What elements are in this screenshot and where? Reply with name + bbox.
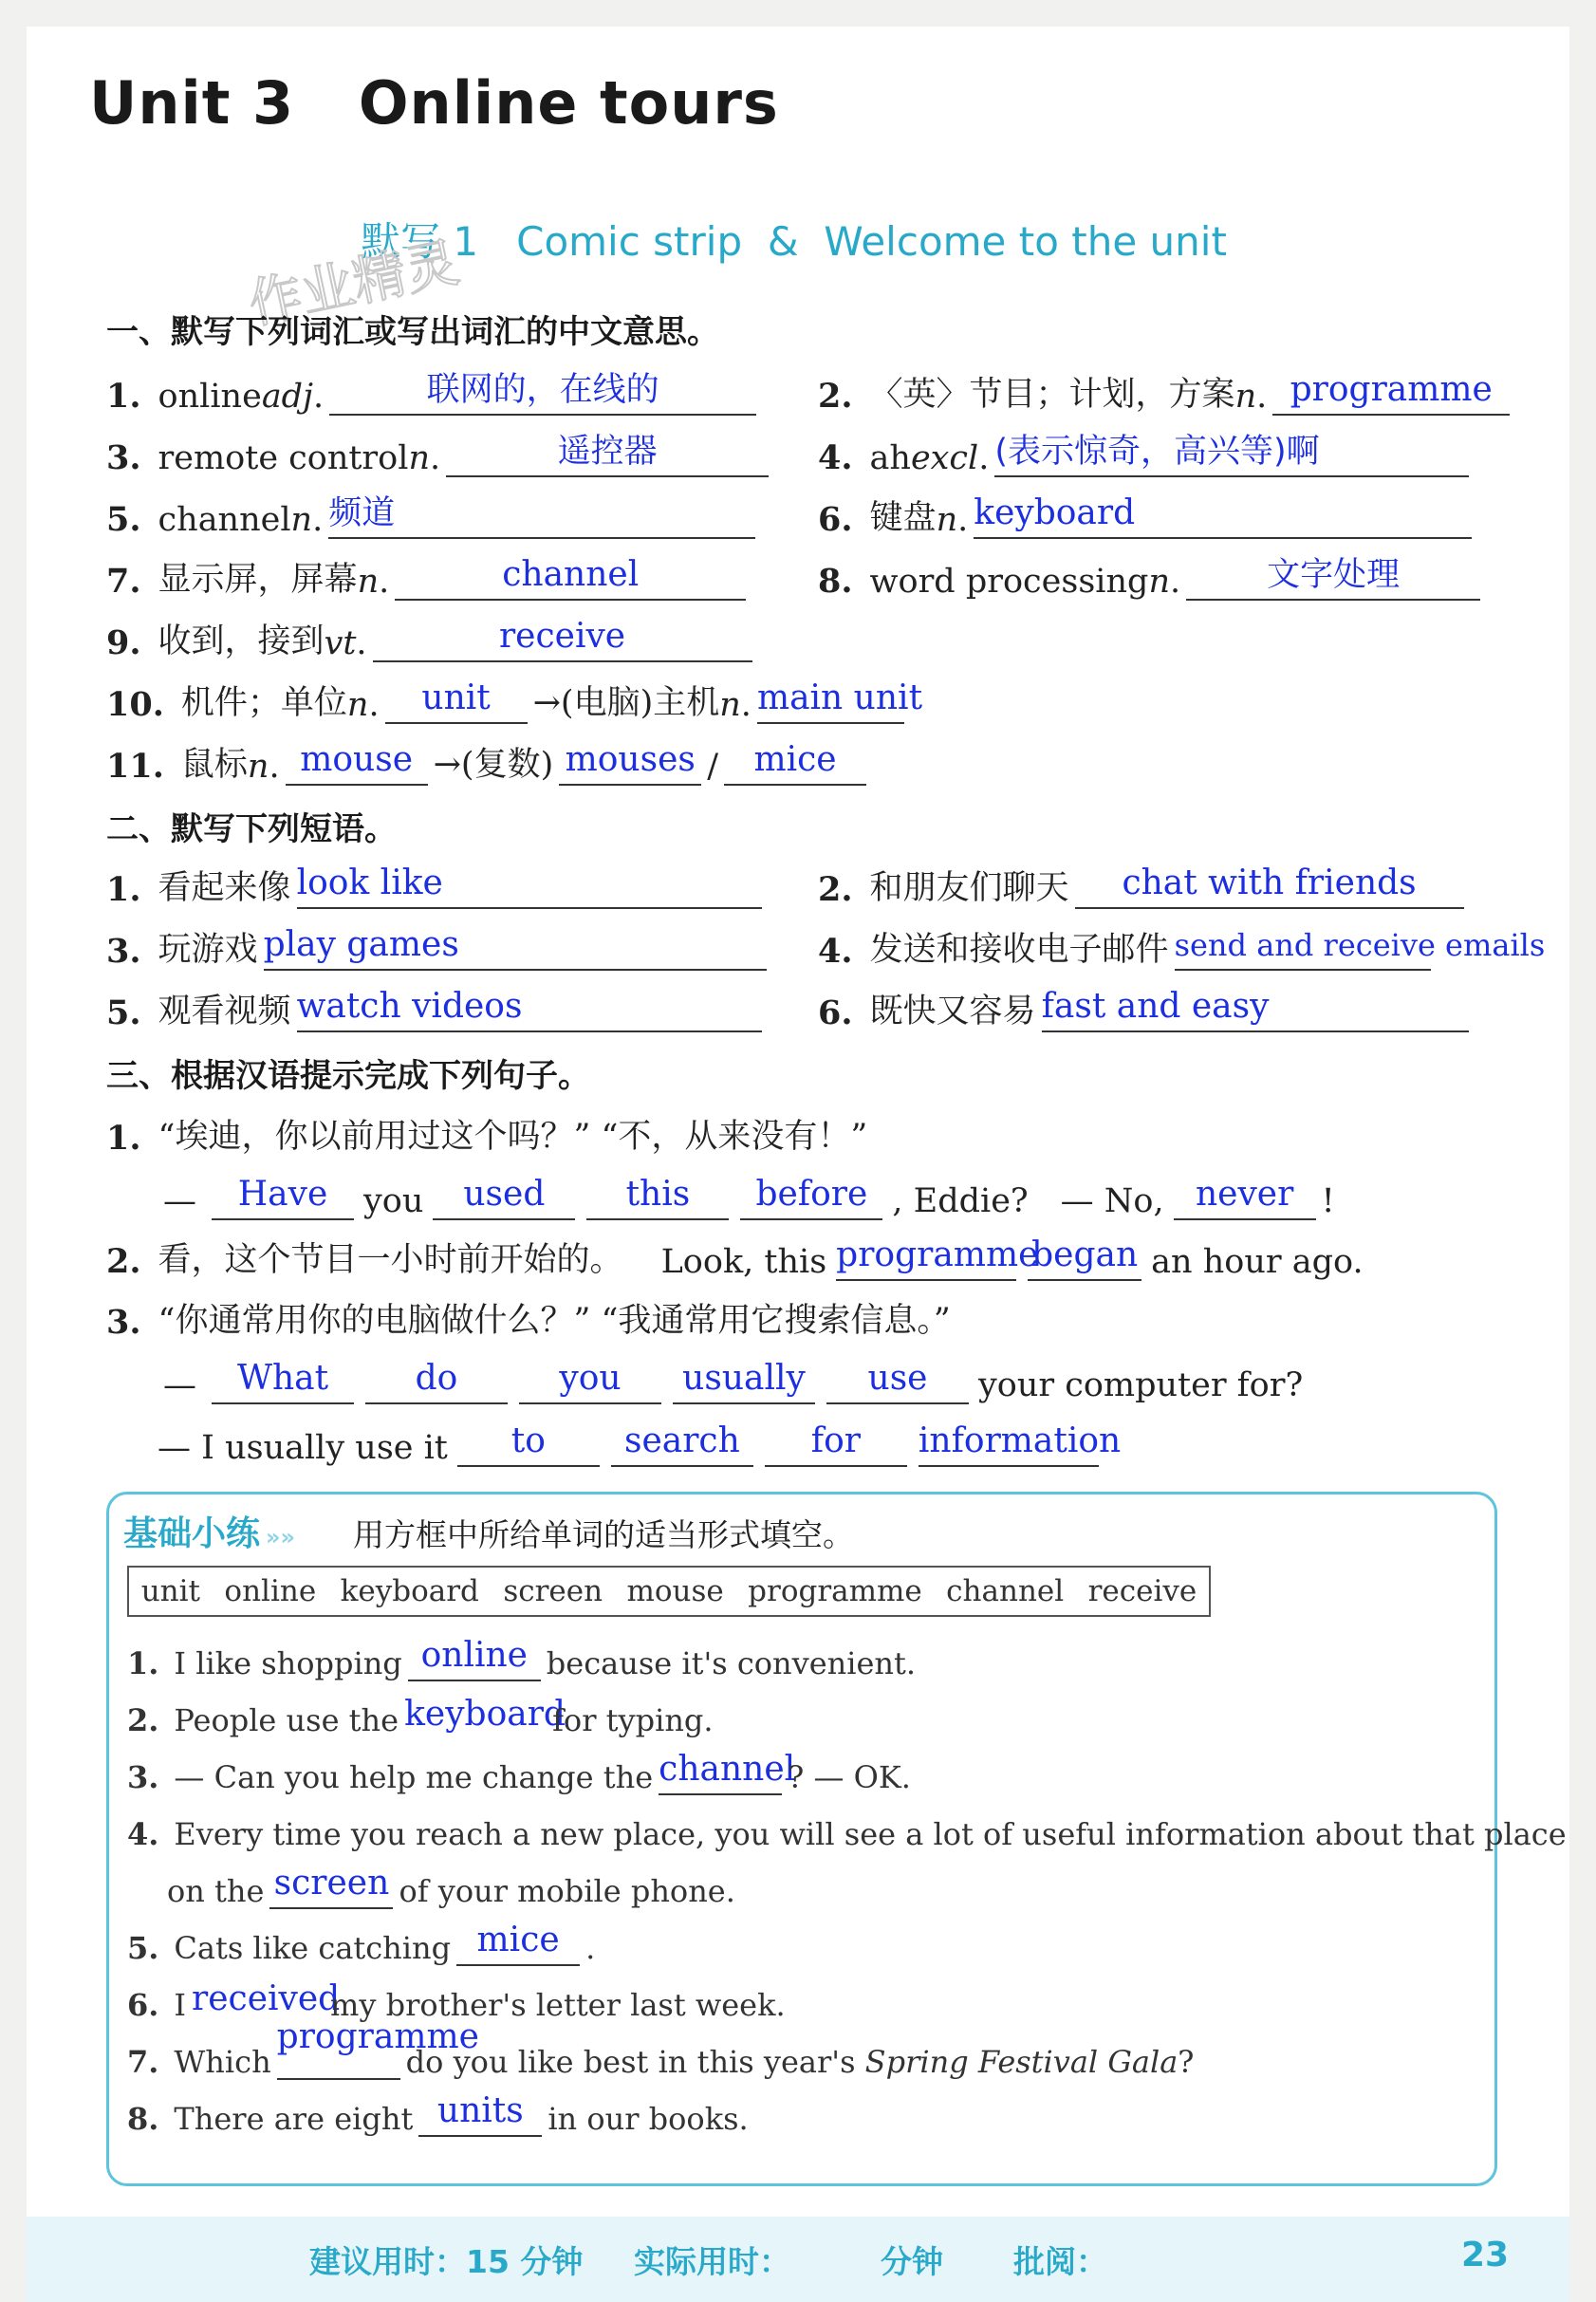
item-number: 9.	[106, 623, 141, 662]
answer-field[interactable]: received	[192, 1979, 341, 2018]
sentence-text: Cats like catching	[174, 1930, 452, 1966]
sentence-text: .	[585, 1930, 596, 1966]
sentence-text: There are eight	[174, 2101, 414, 2137]
part-of-speech: n	[346, 686, 369, 724]
sentence-text: ?	[1178, 2044, 1195, 2080]
chinese-prompt: “你通常用你的电脑做什么？” “我通常用它搜索信息。”	[158, 1302, 951, 1340]
part-of-speech: n	[290, 501, 313, 539]
item-prompt: 观看视频	[158, 993, 291, 1030]
item-sep: .	[740, 686, 752, 724]
practice-q4-line2	[167, 1856, 735, 1909]
sentence-text: because it's convenient.	[546, 1645, 917, 1681]
actual-time-label: 实际用时：	[634, 2243, 790, 2280]
answer-field[interactable]: mice	[724, 738, 866, 786]
answer-field[interactable]: channel	[395, 553, 746, 601]
page-number: 23	[1461, 2236, 1510, 2274]
answer-field[interactable]: screen	[269, 1862, 393, 1909]
answer-field[interactable]: programme	[836, 1234, 1016, 1281]
word-bank-item: programme	[748, 1574, 922, 1608]
answer-field[interactable]: mouses	[559, 738, 701, 786]
answer-field[interactable]: main unit	[757, 677, 904, 724]
answer-field[interactable]: search	[611, 1420, 753, 1467]
answer-field[interactable]: for	[765, 1420, 907, 1467]
p1-item-11	[106, 729, 872, 786]
item-prompt: ah	[869, 439, 911, 477]
sentence-text: my brother's letter last week.	[330, 1987, 786, 2023]
answer-field[interactable]: play games	[264, 923, 767, 971]
answer-field[interactable]: units	[418, 2089, 542, 2137]
item-number: 2.	[818, 377, 853, 416]
item-number: 5.	[106, 993, 141, 1032]
section-title: 默写 1 Comic strip & Welcome to the unit	[361, 218, 1227, 265]
answer-field[interactable]: (表示惊奇，高兴等)啊	[994, 430, 1469, 477]
dialog-dash: —	[163, 1366, 196, 1404]
answer-field[interactable]: watch videos	[297, 985, 762, 1032]
practice-instruction: 用方框中所给单词的适当形式填空。	[353, 1516, 854, 1553]
item-sep: .	[1169, 563, 1181, 601]
minutes-label: 分钟	[881, 2243, 943, 2280]
item-prompt: channel	[158, 501, 291, 539]
answer-field[interactable]: do	[365, 1357, 508, 1404]
p2-item-3	[106, 914, 772, 971]
item-number: 5.	[127, 1930, 159, 1966]
p3-s3-english-1	[154, 1347, 1307, 1404]
word-bank-item: channel	[946, 1574, 1065, 1608]
practice-q2	[127, 1685, 714, 1738]
p3-s3-english-2	[154, 1410, 1122, 1467]
answer-field[interactable]: keyboard	[404, 1695, 566, 1734]
sentence-text: I like shopping	[174, 1645, 402, 1681]
p2-item-1	[106, 852, 768, 909]
answer-field[interactable]: began	[1028, 1234, 1141, 1281]
double-chevron-icon: »»	[266, 1524, 296, 1550]
answer-field[interactable]: 文字处理	[1186, 553, 1480, 601]
part-of-speech: n	[408, 439, 430, 477]
part3-heading: 三、根据汉语提示完成下列句子。	[106, 1057, 590, 1095]
item-number: 1.	[106, 870, 141, 909]
item-number: 5.	[106, 500, 141, 539]
item-number: 10.	[106, 685, 164, 724]
answer-field[interactable]: online	[408, 1634, 541, 1681]
item-number: 4.	[818, 932, 853, 971]
item-number: 3.	[106, 438, 141, 477]
p1-item-10	[106, 667, 923, 724]
word-bank-item: online	[224, 1574, 317, 1608]
answer-field[interactable]: you	[519, 1357, 661, 1404]
word-bank	[127, 1566, 1211, 1617]
sentence-text: in our books.	[547, 2101, 749, 2137]
item-number: 1.	[127, 1645, 159, 1681]
p2-item-6	[818, 975, 1475, 1032]
sentence-text: Which	[174, 2044, 271, 2080]
footer-band	[27, 2217, 1569, 2302]
item-prompt: 既快又容易	[869, 993, 1036, 1030]
watermark-logo: 作业精灵	[243, 232, 465, 337]
p2-item-4	[818, 914, 1546, 971]
p1-item-7	[106, 544, 752, 601]
item-prompt: 看起来像	[158, 869, 291, 907]
sentence-text: an hour ago.	[1151, 1243, 1364, 1281]
answer-field[interactable]: programme	[277, 2033, 400, 2080]
item-number: 6.	[818, 993, 853, 1032]
answer-field[interactable]: before	[740, 1173, 882, 1220]
sentence-text: you	[363, 1182, 424, 1220]
practice-q4-line1	[127, 1799, 1567, 1852]
sentence-text: People use the	[174, 1702, 399, 1738]
word-bank-item: screen	[503, 1574, 603, 1608]
sentence-text: !	[1321, 1182, 1335, 1220]
p3-s2	[106, 1224, 1367, 1281]
sentence-text: do you like best in this year's	[405, 2044, 856, 2080]
answer-field[interactable]: information	[919, 1420, 1099, 1467]
dialog-dash: —	[163, 1182, 196, 1220]
sentence-text: — No,	[1060, 1182, 1164, 1220]
answer-field[interactable]: usually	[673, 1357, 815, 1404]
p1-item-2	[818, 359, 1515, 416]
item-number: 4.	[127, 1816, 159, 1852]
item-prompt: 机件；单位	[180, 684, 347, 722]
item-number: 2.	[127, 1702, 159, 1738]
suggested-time: 建议用时：15 分钟	[309, 2243, 584, 2280]
answer-field[interactable]: mouse	[286, 738, 428, 786]
part-of-speech: adj	[261, 378, 313, 416]
practice-title: 基础小练	[123, 1514, 261, 1553]
item-number: 2.	[818, 870, 853, 909]
answer-field[interactable]: this	[586, 1173, 729, 1220]
p1-item-4	[818, 420, 1475, 477]
item-number: 7.	[127, 2044, 159, 2080]
item-prompt: 收到，接到	[158, 622, 325, 660]
item-prompt: word processing	[869, 563, 1149, 601]
sentence-text: for typing.	[552, 1702, 714, 1738]
review-label: 批阅：	[1013, 2243, 1107, 2280]
answer-field[interactable]: use	[826, 1357, 969, 1404]
item-number: 7.	[106, 562, 141, 601]
slash: /	[707, 748, 719, 786]
word-bank-item: unit	[140, 1574, 201, 1608]
p1-item-5	[106, 482, 761, 539]
practice-q3	[127, 1742, 911, 1795]
answer-field[interactable]: unit	[385, 677, 528, 724]
word-bank-item: keyboard	[340, 1574, 479, 1608]
answer-field[interactable]: fast and easy	[1042, 985, 1469, 1032]
item-number: 2.	[106, 1242, 141, 1281]
answer-field[interactable]: 频道	[328, 492, 755, 539]
item-prompt: 〈英〉节目；计划，方案	[869, 376, 1235, 414]
item-sep: .	[356, 624, 367, 662]
item-sep: .	[978, 439, 990, 477]
practice-q1	[127, 1628, 916, 1681]
part-of-speech: n	[1148, 563, 1170, 601]
item-number: 6.	[127, 1987, 159, 2023]
part-of-speech: vt	[324, 624, 357, 662]
part1-heading: 一、默写下列词汇或写出词汇的中文意思。	[106, 313, 719, 351]
item-prompt: remote control	[158, 439, 409, 477]
unit-title: Unit 3 Online tours	[89, 68, 779, 138]
part-of-speech: excl	[910, 439, 979, 477]
practice-q8	[127, 2084, 749, 2137]
item-sep: .	[379, 563, 390, 601]
item-prompt: 玩游戏	[158, 931, 258, 969]
answer-field[interactable]: mice	[456, 1919, 580, 1966]
item-number: 8.	[127, 2101, 159, 2137]
p1-item-6	[818, 482, 1477, 539]
item-prompt: online	[158, 378, 262, 416]
item-prompt: 鼠标	[180, 746, 248, 784]
sentence-text: Every time you reach a new place, you will see a lot of useful information about that place	[174, 1816, 1567, 1852]
answer-field[interactable]: look like	[297, 862, 762, 909]
part-of-speech: n	[247, 748, 269, 786]
answer-field[interactable]: to	[457, 1420, 600, 1467]
p1-item-3	[106, 420, 774, 477]
answer-field[interactable]: Have	[212, 1173, 354, 1220]
item-number: 8.	[818, 562, 853, 601]
answer-field[interactable]: used	[433, 1173, 575, 1220]
part-of-speech: n	[1234, 378, 1257, 416]
practice-q5	[127, 1913, 595, 1966]
plural-label: →(复数)	[433, 746, 554, 784]
chinese-prompt: 看，这个节目一小时前开始的。	[158, 1241, 623, 1279]
sentence-text: of your mobile phone.	[399, 1873, 735, 1909]
item-prompt: 和朋友们聊天	[869, 869, 1069, 907]
part-of-speech: n	[719, 686, 741, 724]
answer-field[interactable]: receive	[373, 615, 752, 662]
answer-field[interactable]: send and receive emails	[1175, 923, 1431, 971]
p2-item-5	[106, 975, 768, 1032]
answer-field[interactable]: 遥控器	[446, 430, 769, 477]
sentence-text: on the	[167, 1873, 265, 1909]
practice-q7	[127, 2017, 1195, 2080]
answer-field[interactable]: chat with friends	[1075, 862, 1464, 909]
p2-item-2	[818, 852, 1470, 909]
p1-item-1	[106, 359, 762, 416]
sentence-text: — I usually use it	[158, 1429, 448, 1467]
item-sep: .	[269, 748, 280, 786]
p1-item-8	[818, 544, 1486, 601]
sentence-text: , Eddie?	[892, 1182, 1029, 1220]
practice-q6	[127, 1970, 786, 2023]
item-prompt: 键盘	[869, 499, 937, 537]
item-number: 3.	[106, 1303, 141, 1342]
item-prompt: 发送和接收电子邮件	[869, 931, 1169, 969]
item-number: 11.	[106, 747, 164, 786]
item-sep: .	[312, 378, 325, 416]
item-sep: .	[429, 439, 441, 477]
sentence-text: ? — OK.	[788, 1759, 911, 1795]
sentence-text: — Can you help me change the	[174, 1759, 654, 1795]
item-number: 1.	[106, 377, 141, 416]
part2-heading: 二、默写下列短语。	[106, 810, 397, 848]
sentence-text: Look, this	[660, 1243, 827, 1281]
item-prompt: 显示屏，屏幕	[158, 561, 358, 599]
part-of-speech: n	[936, 501, 958, 539]
sentence-italic: Spring Festival Gala	[864, 2044, 1178, 2080]
answer-field[interactable]: keyboard	[974, 492, 1472, 539]
item-number: 4.	[818, 438, 853, 477]
practice-label	[123, 1507, 295, 1555]
part-of-speech: n	[357, 563, 380, 601]
item-sep: .	[1256, 378, 1268, 416]
item-sep: .	[368, 686, 380, 724]
answer-field[interactable]: channel	[659, 1748, 782, 1795]
p3-s1-chinese	[106, 1101, 867, 1158]
item-sep: .	[957, 501, 969, 539]
item-number: 6.	[818, 500, 853, 539]
derived-form-label: →(电脑)主机	[532, 684, 720, 722]
word-bank-item: receive	[1087, 1574, 1197, 1608]
item-number: 3.	[106, 932, 141, 971]
item-number: 3.	[127, 1759, 159, 1795]
p3-s1-english	[154, 1163, 1335, 1220]
answer-field[interactable]: programme	[1272, 368, 1510, 416]
p1-item-9	[106, 605, 758, 662]
sentence-text: I	[174, 1987, 187, 2023]
sentence-text: your computer for?	[978, 1366, 1304, 1404]
item-number: 1.	[106, 1119, 141, 1158]
p3-s3-chinese	[106, 1285, 951, 1342]
answer-field[interactable]: 联网的，在线的	[329, 368, 756, 416]
answer-field[interactable]: What	[212, 1357, 354, 1404]
chinese-prompt: “埃迪，你以前用过这个吗？” “不，从来没有！”	[158, 1118, 868, 1156]
word-bank-item: mouse	[626, 1574, 724, 1608]
answer-field[interactable]: never	[1174, 1173, 1316, 1220]
item-sep: .	[312, 501, 324, 539]
